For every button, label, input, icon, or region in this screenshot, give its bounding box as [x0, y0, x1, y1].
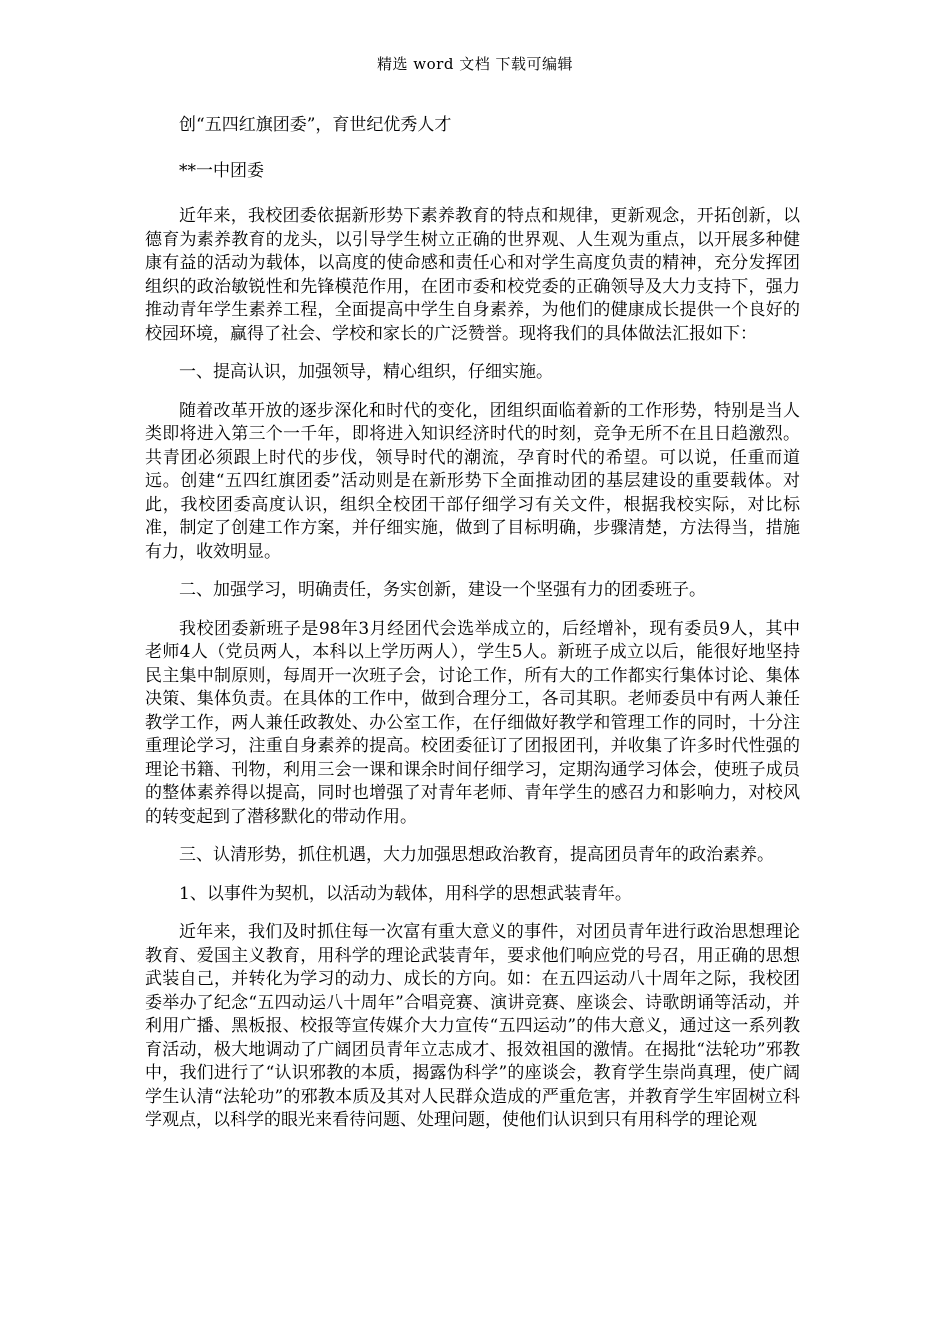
paragraph-section-2: 我校团委新班子是98年3月经团代会选举成立的，后经增补，现有委员9人，其中老师4人（党员两人，本科以上学历两人），学生5人。新班子成立以后，能很好地坚持民主集中制原则，每周开一次班子会，讨论工作，所有大的工作都实行集体讨论、集体决策、集体负责。在具体的工作中，做到合理分工，各司其职。老师委员中有两人兼任教学工作，两人兼任政教处、办公室工作，在仔细做好教学和管理工作的同时，十分注重理论学习，注重自身素养的提高。校团委征订了团报团刊，并收集了许多时代性强的理论书籍、刊物，利用三会一课和课余时间仔细学习，定期沟通学习体会，使班子成员的整体素养得以提高，同时也增强了对青年老师、青年学生的感召力和影响力，对校风的转变起到了潜移默化的带动作用。: [145, 618, 800, 827]
paragraph-section-3-1: 近年来，我们及时抓住每一次富有重大意义的事件，对团员青年进行政治思想理论教育、爱国主义教育，用科学的理论武装青年，要求他们响应党的号召，用正确的思想武装自己，并转化为学习的动力、成长的方向。如：在五四运动八十周年之际，我校团委举办了纪念“五四动运八十周年”合唱竞赛、演讲竞赛、座谈会、诗歌朗诵等活动，并利用广播、黑板报、校报等宣传媒介大力宣传“五四运动”的伟大意义，通过这一系列教育活动，极大地调动了广阔团员青年立志成才、报效祖国的激情。在揭批“法轮功”邪教中，我们进行了“认识邪教的本质，揭露伪科学”的座谈会，教育学生崇尚真理，使广阔学生认清“法轮功”的邪教本质及其对人民群众造成的严重危害，并教育学生牢固树立科学观点，以科学的眼光来看待问题、处理问题，使他们认识到只有用科学的理论观: [145, 922, 800, 1130]
section-heading-1: 一、提高认识，加强领导，精心组织，仔细实施。: [179, 362, 553, 382]
paragraph-intro: 近年来，我校团委依据新形势下素养教育的特点和规律，更新观念，开拓创新，以德育为素养教育的龙头，以引导学生树立正确的世界观、人生观为重点，以开展多种健康有益的活动为载体，以高度的使命感和责任心和对学生高度负责的精神，充分发挥团组织的政治敏锐性和先锋模范作用，在团市委和校党委的正确领导及大力支持下，强力推动青年学生素养工程，全面提高中学生自身素养，为他们的健康成长提供一个良好的校园环境，赢得了社会、学校和家长的广泛赞誉。现将我们的具体做法汇报如下：: [145, 206, 800, 344]
document-title: 创“五四红旗团委”，育世纪优秀人才: [179, 115, 452, 135]
section-heading-3: 三、认清形势，抓住机遇，大力加强思想政治教育，提高团员青年的政治素养。: [179, 845, 774, 865]
paragraph-section-1: 随着改革开放的逐步深化和时代的变化，团组织面临着新的工作形势，特别是当人类即将进入第三个一千年，即将进入知识经济时代的时刻，竞争无所不在且日趋激烈。共青团必须跟上时代的步伐，领导时代的潮流，孕育时代的希望。可以说，任重而道远。创建“五四红旗团委”活动则是在新形势下全面推动团的基层建设的重要载体。对此，我校团委高度认识，组织全校团干部仔细学习有关文件，根据我校实际，对比标准，制定了创建工作方案，并仔细实施，做到了目标明确，步骤清楚，方法得当，措施有力，收效明显。: [145, 400, 800, 562]
page-header: 精选 word 文档 下载可编辑: [377, 55, 573, 73]
document-body: [145, 114, 800, 1148]
document-author: **一中团委: [179, 160, 264, 181]
subsection-heading-3-1: 1、以事件为契机，以活动为载体，用科学的思想武装青年。: [179, 883, 632, 904]
section-heading-2: 二、加强学习，明确责任，务实创新，建设一个坚强有力的团委班子。: [179, 580, 706, 600]
